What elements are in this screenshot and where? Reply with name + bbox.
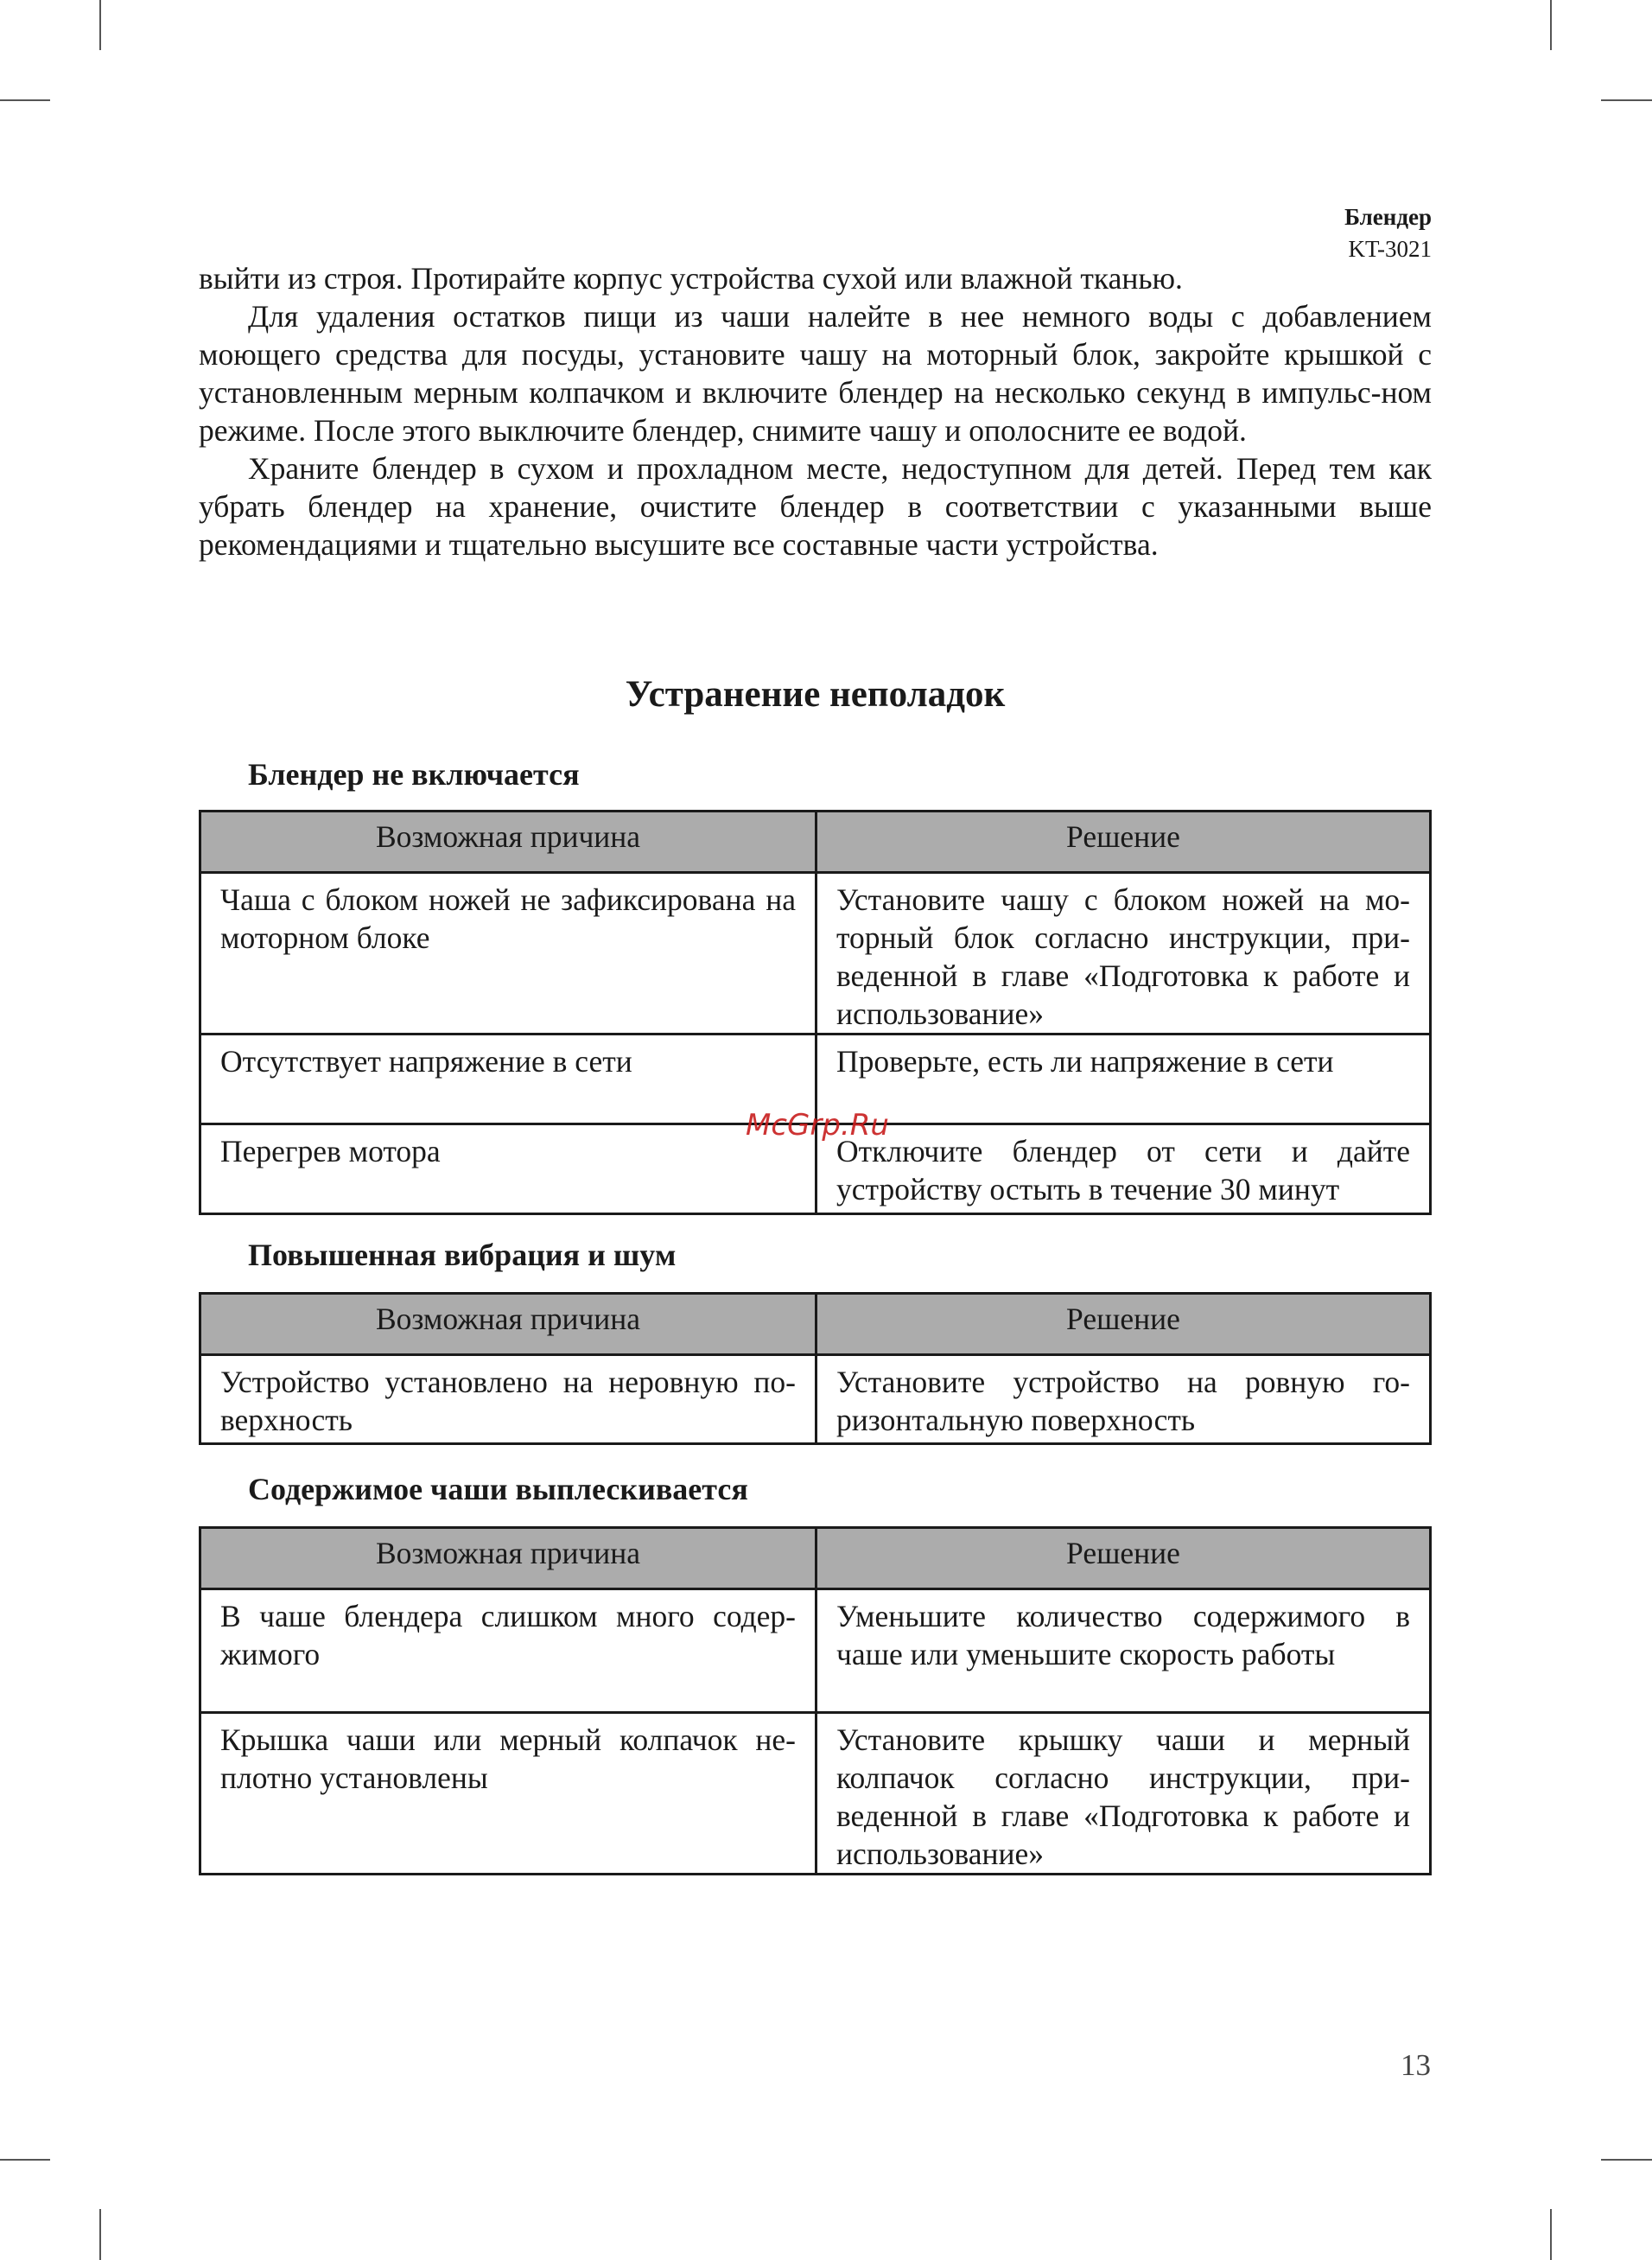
table-subtitle: Содержимое чаши выплескивается xyxy=(248,1472,748,1506)
column-header-solution: Решение xyxy=(816,812,1431,873)
watermark: McGrp.Ru xyxy=(746,1108,889,1143)
crop-mark xyxy=(0,2159,50,2161)
crop-mark xyxy=(99,0,101,50)
crop-mark xyxy=(1601,99,1652,101)
troubleshooting-table xyxy=(199,1292,1432,1445)
body-text xyxy=(199,259,1432,563)
solution-cell: Установите крышку чаши и мерный колпачок согласно инструкции, при-веденной в главе «Подготовка к работе и использование» xyxy=(816,1713,1431,1875)
table-subtitle: Повышенная вибрация и шум xyxy=(248,1238,677,1272)
solution-cell: Уменьшите количество содержимого в чаше или уменьшите скорость работы xyxy=(816,1589,1431,1713)
solution-cell: Установите чашу с блоком ножей на мо-торный блок согласно инструкции, при-веденной в главе «Подготовка к работе и использование» xyxy=(816,873,1431,1035)
column-header-cause: Возможная причина xyxy=(200,1528,816,1589)
table-row xyxy=(200,1713,1431,1875)
column-header-solution: Решение xyxy=(816,1294,1431,1355)
crop-mark xyxy=(1601,2159,1652,2161)
table-header-row xyxy=(200,1528,1431,1589)
troubleshooting-table xyxy=(199,810,1432,1215)
cause-cell: Отсутствует напряжение в сети xyxy=(200,1035,816,1124)
cause-cell: Крышка чаши или мерный колпачок не-плотно установлены xyxy=(200,1713,816,1875)
running-header xyxy=(1344,201,1432,265)
table-subtitle: Блендер не включается xyxy=(248,757,580,792)
crop-mark xyxy=(1550,0,1552,50)
cause-cell: Перегрев мотора xyxy=(200,1124,816,1214)
table-row xyxy=(200,1355,1431,1444)
header-title: Блендер xyxy=(1344,204,1432,230)
crop-mark xyxy=(99,2209,101,2260)
table-row xyxy=(200,873,1431,1035)
solution-cell: Установите устройство на ровную го-ризонтальную поверхность xyxy=(816,1355,1431,1444)
column-header-cause: Возможная причина xyxy=(200,1294,816,1355)
cause-cell: В чаше блендера слишком много содер-жимого xyxy=(200,1589,816,1713)
table-header-row xyxy=(200,1294,1431,1355)
crop-mark xyxy=(1550,2209,1552,2260)
page-number: 13 xyxy=(1401,2048,1431,2082)
cause-cell: Устройство установлено на неровную по-верхность xyxy=(200,1355,816,1444)
solution-cell: Отключите блендер от сети и дайте устройству остыть в течение 30 минут xyxy=(816,1124,1431,1214)
paragraph: Для удаления остатков пищи из чаши налейте в нее немного воды с добавлением моющего средства для посуды, установите чашу на моторный блок, закройте крышкой с установленным мерным колпачком и включите блендер на несколько секунд в импульс-ном режиме. После этого выключите блендер, снимите чашу и ополосните ее водой. xyxy=(199,299,1432,448)
header-model: KT-3021 xyxy=(1348,236,1432,262)
cause-cell: Чаша с блоком ножей не зафиксирована на моторном блоке xyxy=(200,873,816,1035)
paragraph: Храните блендер в сухом и прохладном месте, недоступном для детей. Перед тем как убрать блендер на хранение, очистите блендер в соответствии с указанными выше рекомендациями и тщательно высушите все составные части устройства. xyxy=(199,451,1432,562)
table-header-row xyxy=(200,812,1431,873)
column-header-solution: Решение xyxy=(816,1528,1431,1589)
troubleshooting-table xyxy=(199,1526,1432,1875)
column-header-cause: Возможная причина xyxy=(200,812,816,873)
section-title: Устранение неполадок xyxy=(625,674,1006,715)
solution-cell: Проверьте, есть ли напряжение в сети xyxy=(816,1035,1431,1124)
table-row xyxy=(200,1589,1431,1713)
paragraph: выйти из строя. Протирайте корпус устройства сухой или влажной тканью. xyxy=(199,261,1183,296)
crop-mark xyxy=(0,99,50,101)
